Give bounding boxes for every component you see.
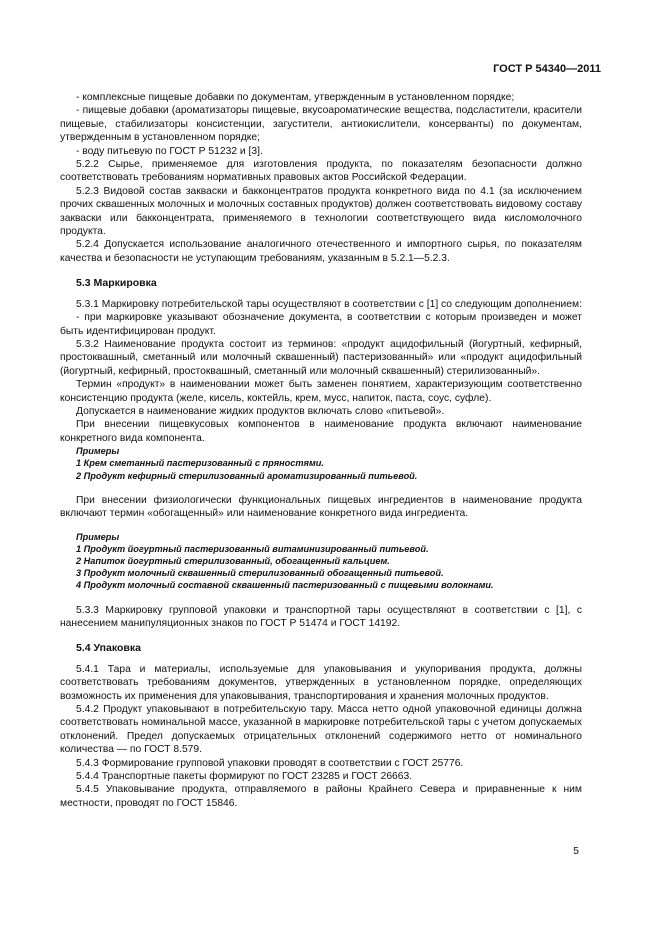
paragraph: 5.2.3 Видовой состав закваски и бакконцентратов продукта конкретного вида по 4.1 (за исключением прочих сквашенных молочных и молочных составных продуктов) должен соответствовать видовому составу закваски или бакконцентрата, применяемого в технологии соответствующего вида кисломолочного продукта. (60, 185, 582, 238)
paragraph: 5.4.3 Формирование групповой упаковки проводят в соответствии с ГОСТ 25776. (76, 757, 464, 769)
paragraph: 5.4.1 Тара и материалы, используемые для упаковывания и укупоривания продукта, должны соответствовать требованиям документов, утвержденных в установленном порядке, определяющих возможность их применения для упаковывания, транспортирования и хранения молочных продуктов. (60, 663, 582, 702)
paragraph: - комплексные пищевые добавки по документам, утвержденным в установленном порядке; (76, 92, 515, 103)
paragraph: - пищевые добавки (ароматизаторы пищевые, вкусоароматические вещества, подсластители, красители пищевые, стабилизаторы консистенции, загустители, антиокислители, консерванты) по документам, утвержденным в установленном порядке; (60, 105, 582, 144)
paragraph: При внесении пищевкусовых компонентов в наименование продукта включают наименование конкретного вида компонента. (60, 419, 582, 444)
paragraph: 5.3.3 Маркировку групповой упаковки и транспортной тары осуществляют в соответствии с [1], с нанесением манипуляционных знаков по ГОСТ Р 51474 и ГОСТ 14192. (60, 604, 582, 629)
paragraph: - воду питьевую по ГОСТ Р 51232 и [3]. (76, 145, 263, 157)
examples-label: Примеры (76, 446, 120, 457)
paragraph: - при маркировке указывают обозначение документа, в соответствии с которым произведен и может быть идентифицирован продукт. (60, 312, 582, 337)
paragraph: 5.4.4 Транспортные пакеты формируют по ГОСТ 23285 и ГОСТ 26663. (76, 771, 413, 783)
paragraph: 5.2.2 Сырье, применяемое для изготовления продукта, по показателям безопасности должно соответствовать требованиям нормативных правовых актов Российской Федерации. (60, 159, 582, 184)
example-item: 1 Крем сметанный пастеризованный с пряностями. (76, 458, 324, 469)
paragraph: Допускается в наименование жидких продуктов включать слово «питьевой». (76, 405, 445, 417)
examples-label: Примеры (76, 531, 120, 542)
example-item: 3 Продукт молочный сквашенный стерилизованный обогащенный питьевой. (76, 568, 444, 579)
section-heading: 5.4 Упаковка (76, 642, 141, 655)
paragraph: 5.4.5 Упаковывание продукта, отправляемого в районы Крайнего Севера и приравненные к ним местности, проводят по ГОСТ 15846. (60, 784, 582, 809)
paragraph: 5.2.4 Допускается использование аналогичного отечественного и импортного сырья, по показателям качества и безопасности не уступающим требованиям, указанным в 5.2.1—5.2.3. (60, 239, 582, 264)
paragraph: 5.3.1 Маркировку потребительской тары осуществляют в соответствии с [1] со следующим дополнением: (76, 298, 582, 310)
paragraph: При внесении физиологически функциональных пищевых ингредиентов в наименование продукта включают термин «обогащенный» или наименование конкретного вида ингредиента. (60, 494, 582, 520)
paragraph: 5.3.2 Наименование продукта состоит из терминов: «продукт ацидофильный (йогуртный, кефирный, простоквашный, сметанный или молочный сквашенный) пастеризованный» или «продукт ацидофильный (йогуртный, кефирный, простоквашный, сметанный или молочный сквашенный) стерилизованный». (60, 338, 582, 377)
example-item: 2 Напиток йогуртный стерилизованный, обогащенный кальцием. (76, 555, 390, 566)
document-header: ГОСТ Р 54340—2011 (493, 63, 601, 75)
examples-block (60, 531, 582, 592)
example-item: 1 Продукт йогуртный пастеризованный витаминизированный питьевой. (76, 543, 429, 554)
section-heading: 5.3 Маркировка (76, 277, 157, 290)
paragraph: Термин «продукт» в наименовании может быть заменен понятием, характеризующим соответственно консистенцию продукта (желе, кисель, коктейль, крем, мусс, напиток, паста, соус, суфле). (60, 379, 582, 404)
example-item: 4 Продукт молочный составной сквашенный пастеризованный с пищевыми волокнами. (76, 580, 494, 591)
example-item: 2 Продукт кефирный стерилизованный ароматизированный питьевой. (76, 470, 418, 481)
examples-block (60, 445, 582, 482)
paragraph: 5.4.2 Продукт упаковывают в потребительскую тару. Масса нетто одной упаковочной единицы должна соответствовать номинальной массе, указанной в маркировке потребительской тары с учетом допускаемых отклонений. Предел допускаемых отрицательных отклонений содержимого нетто от номинального количества — по ГОСТ 8.579. (60, 704, 582, 756)
document-body (60, 91, 582, 810)
page-number: 5 (573, 845, 579, 857)
